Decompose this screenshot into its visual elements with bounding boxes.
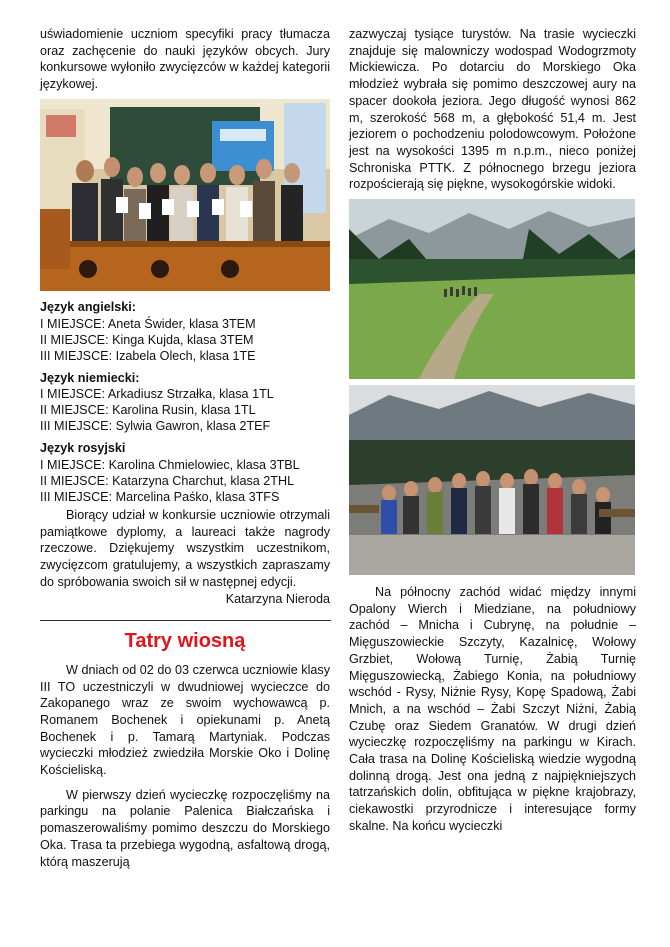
article-paragraph-2: W pierwszy dzień wycieczkę rozpoczęliśmy na parkingu na polanie Palenica Białczańska i pomaszerowaliśmy pomimo deszczu do Morskiego Oka. Trasa ta przebiega wygodną, asfaltową drogą, którą maszerują — [40, 787, 330, 869]
group-lake-photo — [349, 385, 635, 575]
mountain-meadow-image — [349, 199, 635, 379]
right-paragraph-top: zazwyczaj tysiące turystów. Na trasie wycieczki znajduje się malowniczy wodospad Wodogrzmoty Mickiewicza. Po dotarciu do Morskiego Oka młodzież wybrała się pomimo deszczowej aury na spacer dookoła jeziora. Jego długość wynosi 862 m, szerokość 568 m, a głębokość 51,4 m. Jest jeziorem o pochodzeniu polodowcowym. Położone jest na wysokości 1395 m n.p.m., nieco poniżej Schroniska PTTK. Z północnego brzegu jeziora rozpościerają się piękne, wysokogórskie widoki. — [349, 27, 636, 192]
section-german-title: Język niemiecki: — [40, 370, 140, 385]
section-divider — [40, 620, 331, 621]
english-place-3: III MIEJSCE: Izabela Olech, klasa 1TE — [40, 348, 256, 363]
russian-place-3: III MIEJSCE: Marcelina Paśko, klasa 3TFS — [40, 489, 280, 504]
german-place-3: III MIEJSCE: Sylwia Gawron, klasa 2TEF — [40, 419, 271, 434]
article-paragraph-1: W dniach od 02 do 03 czerwca uczniowie klasy III TO uczestniczyli w dwudniowej wycieczce do Zakopanego wraz ze swoim wychowawcą p. Romanem Bochenek i opiekunami p. Anetą Bochenek i p. Tamarą Martyniak. Podczas wycieczki młodzież zwiedziła Morskie Oko i Dolinę Kościeliską. — [40, 662, 330, 778]
german-place-1: I MIEJSCE: Arkadiusz Strzałka, klasa 1TL — [40, 387, 274, 402]
closing-paragraph: Biorący udział w konkursie uczniowie otrzymali pamiątkowe dyplomy, a laureaci także nagrody rzeczowe. Dziękujemy wszystkim uczestnikom, zwycięzcom gratulujemy, a wszystkich zapraszamy do spróbowania swoich sił w następnej edycji. — [40, 507, 330, 589]
right-paragraph-bottom: Na północny zachód widać między innymi Opalony Wierch i Miedziane, na południowy zachód – Mnicha i Cubrynę, na południe – Mięguszowieckie Szczyty, Kazalnicę, Wołowy Grzbiet, Wołową Turnię, Żabią Turnię Mięguszowiecką, Żabiego Konia, na południowy wschód - Rysy, Niżnie Rysy, Kopę Spadową, Żabi Mnich, a na wschód – Żabi Szczyt Niżni, Żabią Czubę oraz Siedem Granatów. W drugi dzień wycieczkę rozpoczęliśmy na parkingu w Kirach. Cała trasa na Dolinę Kościeliską wiedzie wygodną dolinną drogą. Jest ona jedną z najpiękniejszych tatrzańskich dolin, obfitująca w piękne krajobrazy, ciekawostki przyrodnicze i interesujące formy skalne. Na końcu wycieczki — [349, 585, 636, 833]
russian-place-2: II MIEJSCE: Katarzyna Charchut, klasa 2THL — [40, 473, 295, 488]
english-place-2: II MIEJSCE: Kinga Kujda, klasa 3TEM — [40, 332, 254, 347]
article-author: Katarzyna Nieroda — [225, 592, 330, 607]
left-column — [40, 26, 330, 870]
meadow-photo — [349, 199, 635, 379]
contest-group-photo — [40, 99, 330, 291]
intro-paragraph: uświadomienie uczniom specyfiki pracy tłumacza oraz zachęcenie do nauki języków obcych. Jury konkursowe wyłoniło zwycięzców w każdej kategorii językowej. — [40, 27, 330, 92]
right-column — [349, 26, 636, 835]
section-russian-title: Język rosyjski — [40, 441, 126, 456]
section-english-title: Język angielski: — [40, 299, 136, 314]
german-place-2: II MIEJSCE: Karolina Rusin, klasa 1TL — [40, 403, 256, 418]
article-title: Tatry wiosną — [124, 630, 246, 653]
classroom-photo-image — [40, 99, 330, 291]
group-by-lake-image — [349, 385, 635, 575]
russian-place-1: I MIEJSCE: Karolina Chmielowiec, klasa 3TBL — [40, 457, 300, 472]
english-place-1: I MIEJSCE: Aneta Świder, klasa 3TEM — [40, 316, 256, 331]
